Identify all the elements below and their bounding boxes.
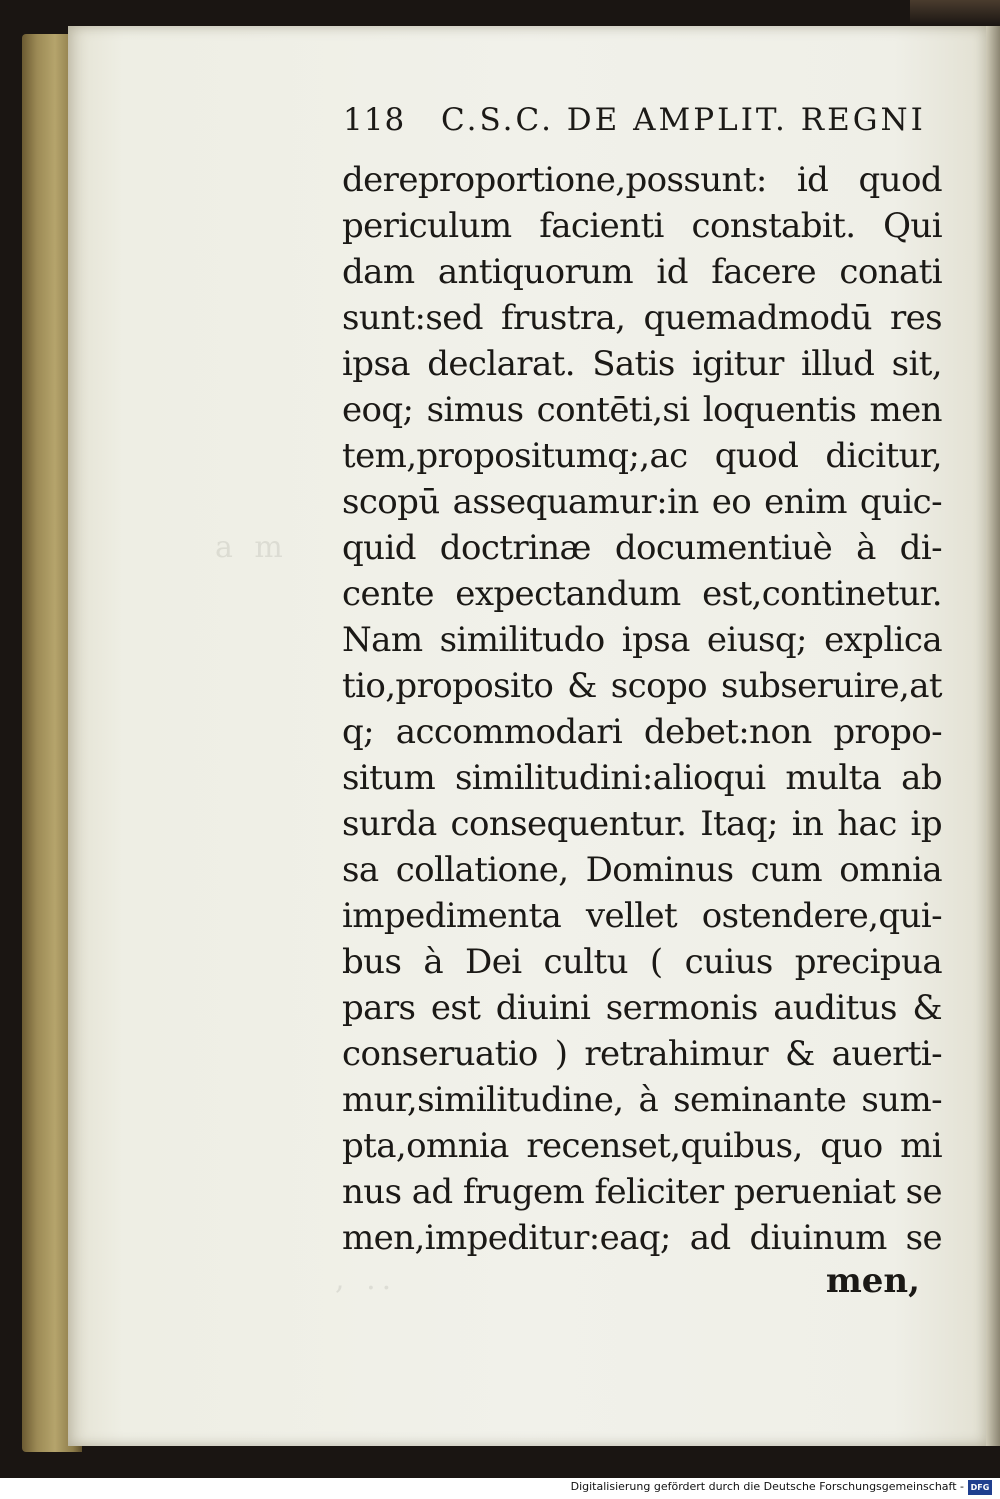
text-line: nus ad frugem feliciter perueniat se xyxy=(342,1172,942,1212)
text-line: pars est diuini sermonis auditus & xyxy=(342,988,942,1028)
text-line: periculum facienti constabit. Qui xyxy=(342,206,942,246)
text-line: bus à Dei cultu ( cuius precipua xyxy=(342,942,942,982)
text-line: scopū assequamur:in eo enim quic- xyxy=(342,482,942,522)
catchword: men, xyxy=(825,1261,920,1301)
dfg-logo: DFG xyxy=(968,1480,992,1495)
text-line: eoq; simus contēti,si loquentis men xyxy=(342,390,942,430)
text-line: tem,propositumq;,ac quod dicitur, xyxy=(342,436,942,476)
digitization-footer xyxy=(0,1478,1000,1499)
text-line: dam antiquorum id facere conati xyxy=(342,252,942,292)
text-line: situm similitudini:alioqui multa ab xyxy=(342,758,942,798)
show-through-mark: , .. xyxy=(335,1262,398,1297)
text-line: impedimenta vellet ostendere,qui- xyxy=(342,896,942,936)
running-title: C.S.C. DE AMPLIT. REGNI xyxy=(441,102,926,138)
text-line: sa collatione, Dominus cum omnia xyxy=(342,850,942,890)
text-line: mur,similitudine, à seminante sum- xyxy=(342,1080,942,1120)
text-line: surda consequentur. Itaq; in hac ip xyxy=(342,804,942,844)
funding-credit: Digitalisierung gefördert durch die Deutsche Forschungsgemeinschaft - xyxy=(570,1480,964,1493)
text-line: pta,omnia recenset,quibus, quo mi xyxy=(342,1126,942,1166)
body-text xyxy=(342,157,942,1261)
text-line: q; accommodari debet:non propo- xyxy=(342,712,942,752)
page-corner xyxy=(910,0,1000,26)
text-line: Nam similitudo ipsa eiusq; explica xyxy=(342,620,942,660)
page-header xyxy=(343,102,926,148)
text-line: quid doctrinæ documentiuè à di- xyxy=(342,528,942,568)
text-line: sunt:sed frustra, quemadmodū res xyxy=(342,298,942,338)
text-line: dereproportione,possunt: id quod xyxy=(342,160,942,200)
text-line: tio,proposito & scopo subseruire,at xyxy=(342,666,942,706)
text-line: conseruatio ) retrahimur & auerti- xyxy=(342,1034,942,1074)
text-line: men,impeditur:eaq; ad diuinum se xyxy=(342,1218,942,1258)
show-through-mark: a m xyxy=(215,530,289,565)
text-line: cente expectandum est,continetur. xyxy=(342,574,942,614)
text-line: ipsa declarat. Satis igitur illud sit, xyxy=(342,344,942,384)
page-gutter-edge xyxy=(986,26,1000,1446)
page-number: 118 xyxy=(343,102,406,138)
